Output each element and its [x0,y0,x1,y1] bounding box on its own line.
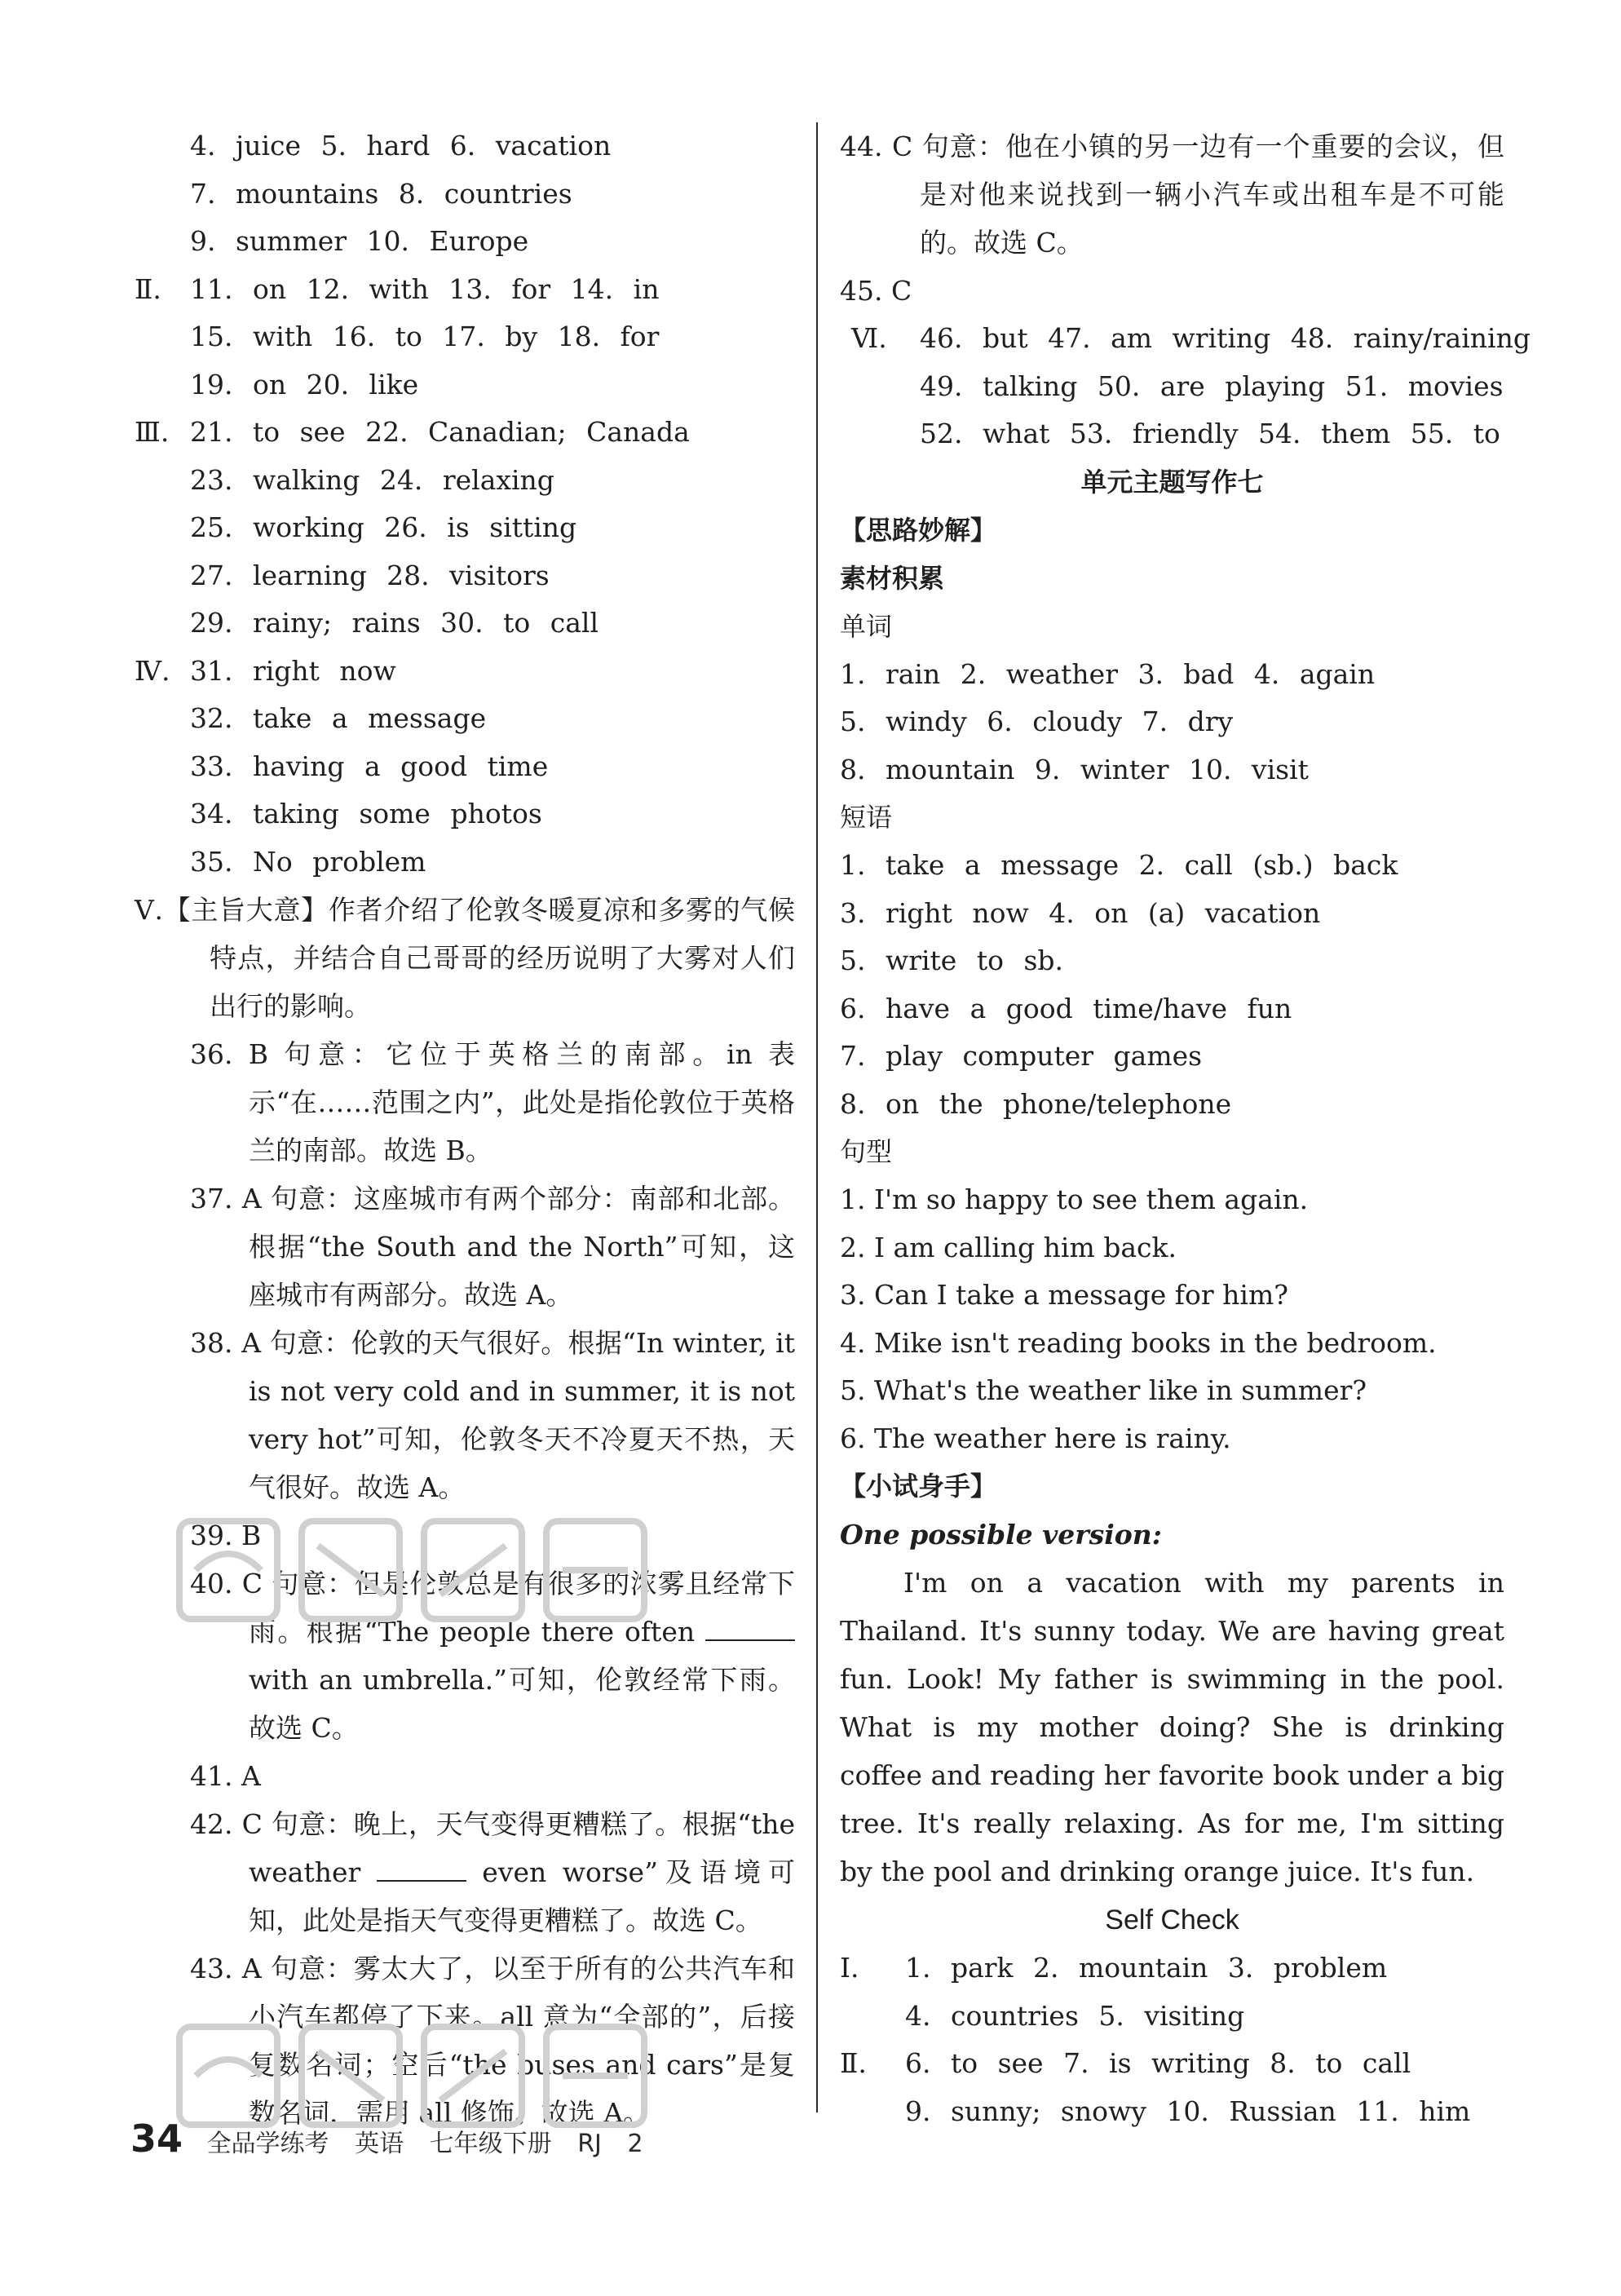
book-title: 全品学练考 [206,2130,329,2158]
page-number: 34 [130,2117,183,2161]
answer-row: Ⅵ. 46. but 47. am writing 48. rainy/raining [840,315,1504,363]
section-numeral: Ⅵ. [851,322,887,354]
answer-40: 40. C 句意：但是伦敦总是有很多的浓雾且经常下雨。根据“The people there often with an umbrella.”可知，伦敦经常下雨。故选 C。 [190,1568,795,1744]
self-check-title: Self Check [1105,1904,1239,1935]
list-item: 3. Can I take a message for him? [840,1279,1288,1311]
answer-42: 42. C 句意：晚上，天气变得更糟糕了。根据“the weather even worse”及语境可知，此处是指天气变得更糟糕了。故选 C。 [190,1808,795,1936]
answer-row: 32. take a message [190,702,487,734]
answer-row: 33. having a good time [190,750,549,782]
answer-row: Ⅱ. 6. to see 7. is writing 8. to call [840,2040,1504,2088]
list-item: 5. windy 6. cloudy 7. dry [840,706,1234,737]
material-heading: 素材积累 [840,562,945,594]
right-column [840,122,1530,2135]
answer-row: 9. sunny; snowy 10. Russian 11. him [905,2095,1471,2127]
words-heading: 单词 [840,610,893,642]
left-column [135,122,795,2137]
answer-row: 52. what 53. friendly 54. them 55. to [920,418,1500,449]
list-item: 6. The weather here is rainy. [840,1422,1231,1454]
try-heading: 【小试身手】 [840,1471,997,1502]
list-item: 5. write to sb. [840,945,1063,976]
column-divider [816,122,818,2112]
answer-row: 27. learning 28. visitors [190,559,550,591]
answer-38: 38. A 句意：伦敦的天气很好。根据“In winter, it is not very cold and in summer, it is not very hot”可知，伦敦冬天不冷夏天不热，天气很好。故选 A。 [190,1327,795,1503]
answer-41: 41. A [190,1760,261,1792]
sentences-heading: 句型 [840,1136,893,1167]
edition: RJ [577,2130,602,2158]
page-footer [130,2117,661,2161]
volume: 2 [627,2130,643,2158]
section-numeral: Ⅱ. [135,272,161,305]
list-item: 3. right now 4. on (a) vacation [840,896,1321,929]
watermark-logo [171,1497,693,1643]
answer-39: 39. B [190,1520,262,1551]
answer-row: 7. mountains 8. countries [190,177,572,210]
answer-row: 23. walking 24. relaxing [190,463,554,496]
answer-row: 19. on 20. like [190,368,419,400]
list-item: 8. on the phone/telephone [840,1087,1232,1120]
answer-row: Ⅲ. 21. to see 22. Canadian; Canada [135,409,795,457]
answer-row: 25. working 26. is sitting [190,511,577,543]
phrases-heading: 短语 [840,802,893,833]
answer-row: 4. juice 5. hard 6. vacation [190,130,612,161]
answers-block-1 [135,122,795,886]
answer-row: 34. taking some photos [190,798,542,829]
list-item: 1. I'm so happy to see them again. [840,1183,1309,1215]
list-item: 1. rain 2. weather 3. bad 4. again [840,657,1376,690]
answer-row: 9. summer 10. Europe [190,225,529,257]
answer-44: 44. C 句意：他在小镇的另一边有一个重要的会议，但是对他来说找到一辆小汽车或出租车是不可能的。故选 C。 [840,131,1504,259]
section-v-summary: Ⅴ.【主旨大意】作者介绍了伦敦冬暖夏凉和多雾的气候特点，并结合自己哥哥的经历说明了大雾对人们出行的影响。 [135,894,795,1022]
list-item: 1. take a message 2. call (sb.) back [840,849,1398,881]
sample-essay: I'm on a vacation with my parents in Thailand. It's sunny today. We are having great fun. Look! My father is swimming in the pool. What is my mother doing? She is drinking coffee and reading her favorite book under a big tree. It's really relaxing. As for me, I'm sitting by the pool and drinking orange juice. It's fun. [840,1567,1504,1887]
section-numeral: Ⅳ. [135,654,170,687]
subject: 英语 [355,2130,404,2158]
list-item: 8. mountain 9. winter 10. visit [840,753,1309,785]
answer-row: 29. rainy; rains 30. to call [190,607,599,639]
list-item: 6. have a good time/have fun [840,992,1292,1024]
list-item: 2. I am calling him back. [840,1231,1177,1263]
answer-43: 43. A 句意：雾太大了，以至于所有的公共汽车和小汽车都停了下来。all 意为“全部的”，后接复数名词；空后“the buses and cars”是复数名词，需用 all 修饰。故选 A。 [190,1953,795,2129]
answer-row: 35. No problem [190,845,426,878]
fill-blank [705,1618,795,1641]
list-item: 5. What's the weather like in summer? [840,1374,1367,1406]
fill-blank [377,1859,466,1882]
answer-45: 45. C [840,275,912,307]
version-label: One possible version: [840,1519,1162,1551]
section-numeral: Ⅰ. [840,1952,859,1984]
section-numeral: Ⅱ. [840,2047,867,2079]
answer-row: Ⅳ. 31. right now [135,648,795,696]
answer-row: 49. talking 50. are playing 51. movies [920,369,1504,402]
answer-36: 36. B 句意：它位于英格兰的南部。in 表示“在……范围之内”，此处是指伦敦位于英格兰的南部。故选 B。 [190,1038,795,1166]
grade: 七年级下册 [429,2130,552,2158]
thinking-heading: 【思路妙解】 [840,514,997,546]
section-numeral: Ⅲ. [135,416,170,448]
answer-row: 15. with 16. to 17. by 18. for [190,321,660,352]
unit-writing-title: 单元主题写作七 [1080,466,1264,498]
answer-row: Ⅰ. 1. park 2. mountain 3. problem [840,1944,1504,1993]
list-item: 4. Mike isn't reading books in the bedroom. [840,1326,1437,1359]
answer-row: 4. countries 5. visiting [905,1999,1245,2032]
answer-row: Ⅱ. 11. on 12. with 13. for 14. in [135,266,795,314]
answer-37: 37. A 句意：这座城市有两个部分：南部和北部。根据“the South and the North”可知，这座城市有两部分。故选 A。 [190,1183,795,1311]
list-item: 7. play computer games [840,1040,1203,1072]
